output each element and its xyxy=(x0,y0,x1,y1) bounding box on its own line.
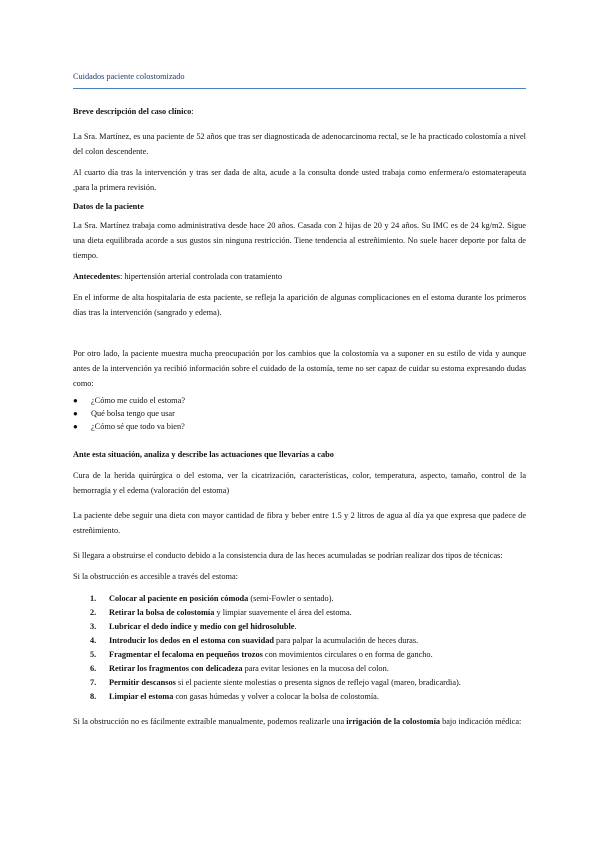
document-body xyxy=(73,104,526,729)
cura-paragraph: Cura de la herida quirúrgica o del estoma, ver la cicatrización, características, color, temperatura, aspecto, tamaño, control de la hemorragia y el edema (valoración del estoma) xyxy=(73,471,526,495)
accessible-paragraph: Si la obstrucción es accesible a través del estoma: xyxy=(73,572,238,581)
step-rest: con gasas húmedas y volver a colocar la bolsa de colostomía. xyxy=(173,692,379,701)
bullet-icon: ● xyxy=(73,409,78,418)
antecedentes-text: : hipertensión arterial controlada con tratamiento xyxy=(120,272,282,281)
step-bold: Lubricar el dedo índice y medio con gel hidrosoluble xyxy=(109,622,295,631)
case-heading xyxy=(73,104,526,119)
step-rest: con movimientos circulares o en forma de gancho. xyxy=(262,650,433,659)
bullet-icon: ● xyxy=(73,422,78,431)
step-number: 7. xyxy=(90,678,97,687)
step-item xyxy=(73,592,526,606)
header-divider xyxy=(73,88,526,89)
step-bold: Retirar los fragmentos con delicadeza xyxy=(109,664,243,673)
step-bold: Retirar la bolsa de colostomía xyxy=(109,608,215,617)
patient-paragraph: La Sra. Martínez trabaja como administrativa desde hace 20 años. Casada con 2 hijas de 20 y 24 años. Su IMC es de 24 kg/m2. Sigue una dieta equilibrada acorde a sus gustos sin ninguna restricción. Tiene tendencia al estreñimiento. No suele hacer deporte por falta de tiempo. xyxy=(73,221,526,260)
step-number: 8. xyxy=(90,692,97,701)
bullet-icon: ● xyxy=(73,396,78,405)
step-rest: para palpar la acumulación de heces duras. xyxy=(273,636,419,645)
patient-heading: Datos de la paciente xyxy=(73,202,144,211)
step-bold: Limpiar el estoma xyxy=(109,692,174,701)
step-bold: Colocar al paciente en posición cómoda xyxy=(109,594,249,603)
step-number: 3. xyxy=(90,622,97,631)
question-item xyxy=(73,407,526,420)
step-number: 4. xyxy=(90,636,97,645)
step-number: 2. xyxy=(90,608,97,617)
antecedentes-label: Antecedentes xyxy=(73,272,121,281)
step-item xyxy=(73,662,526,676)
irrigation-bold: irrigación de la colostomía xyxy=(346,717,441,726)
page-header-title: Cuidados paciente colostomizado xyxy=(73,72,185,81)
step-number: 1. xyxy=(90,594,97,603)
step-bold: Permitir descansos xyxy=(109,678,176,687)
case-heading-colon: : xyxy=(191,107,194,116)
question-item xyxy=(73,394,526,407)
step-rest: y limpiar suavemente el área del estoma. xyxy=(214,608,352,617)
step-bold: Introducir los dedos en el estoma con suavidad xyxy=(109,636,274,645)
step-item xyxy=(73,648,526,662)
step-rest: para evitar lesiones en la mucosa del colon. xyxy=(242,664,389,673)
irrigation-suffix: bajo indicación médica: xyxy=(440,717,522,726)
diet-paragraph: La paciente debe seguir una dieta con mayor cantidad de fibra y beber entre 1.5 y 2 litros de agua al día ya que expresa que padece de estreñimiento. xyxy=(73,511,526,535)
step-rest: (semi-Fowler o sentado). xyxy=(248,594,334,603)
question-item xyxy=(73,420,526,433)
irrigation-prefix: Si la obstrucción no es fácilmente extraíble manualmente, podemos realizarle una xyxy=(73,717,347,726)
step-rest: si el paciente siente molestias o presenta signos de reflejo vagal (mareo, bradicardia). xyxy=(175,678,461,687)
steps-list xyxy=(73,592,526,704)
step-item xyxy=(73,634,526,648)
step-item xyxy=(73,620,526,634)
question-text: Qué bolsa tengo que usar xyxy=(91,409,175,418)
antecedentes-line xyxy=(73,269,526,284)
step-item xyxy=(73,676,526,690)
questions-list xyxy=(73,394,526,433)
irrigation-paragraph xyxy=(73,714,526,729)
case-heading-text: Breve descripción del caso clínico xyxy=(73,107,192,116)
case-paragraph-2: Al cuarto día tras la intervención y tras ser dada de alta, acude a la consulta donde usted trabaja como enfermera/o estomaterapeuta ,para la primera revisión. xyxy=(73,168,526,192)
concern-paragraph: Por otro lado, la paciente muestra mucha preocupación por los cambios que la colostomía va a suponer en su estilo de vida y aunque antes de la intervención ya recibió información sobre el cuidado de la ostomía, teme no ser capaz de cuidar su estoma expresando dudas como: xyxy=(73,349,526,388)
alta-paragraph: En el informe de alta hospitalaria de esta paciente, se refleja la aparición de algunas complicaciones en el estoma durante los primeros días tras la intervención (sangrado y edema). xyxy=(73,293,526,317)
question-text: ¿Cómo me cuido el estoma? xyxy=(91,396,186,405)
step-number: 5. xyxy=(90,650,97,659)
step-item xyxy=(73,606,526,620)
step-number: 6. xyxy=(90,664,97,673)
question-text: ¿Cómo sé que todo va bien? xyxy=(91,422,185,431)
step-bold: Fragmentar el fecaloma en pequeños trozos xyxy=(109,650,263,659)
case-paragraph-1: La Sra. Martínez, es una paciente de 52 años que tras ser diagnosticada de adenocarcinoma rectal, se le ha practicado colostomía a nivel del colon descendente. xyxy=(73,132,526,156)
obstruction-paragraph: Si llegara a obstruirse el conducto debido a la consistencia dura de las heces acumuladas se podrían realizar dos tipos de técnicas: xyxy=(73,551,503,560)
analysis-heading: Ante esta situación, analiza y describe las actuaciones que llevarías a cabo xyxy=(73,450,334,459)
step-rest: . xyxy=(294,622,297,631)
step-item xyxy=(73,690,526,704)
